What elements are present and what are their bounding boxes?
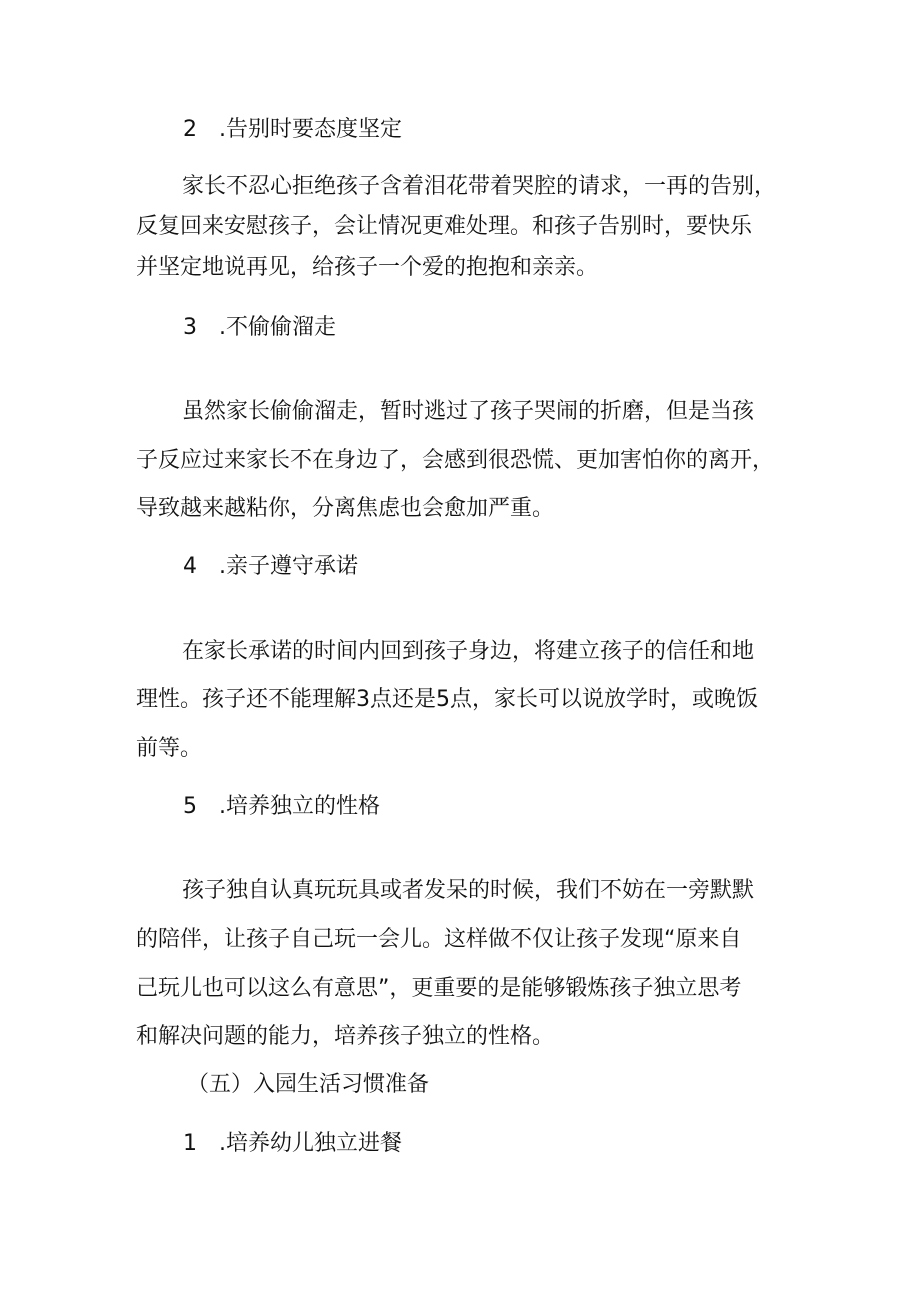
heading-1: 1 .培养幼儿独立进餐 xyxy=(183,1131,402,1156)
heading-2: 2 .告别时要态度坚定 xyxy=(183,117,402,142)
paragraph-line: 反复回来安慰孩子，会让情况更难处理。和孩子告别时，要快乐 xyxy=(136,214,753,239)
heading-4: 4 .亲子遵守承诺 xyxy=(183,554,358,579)
paragraph-line: 子反应过来家长不在身边了，会感到很恐慌、更加害怕你的离开， xyxy=(136,448,775,473)
section-heading-5: （五）入园生活习惯准备 xyxy=(187,1072,430,1097)
paragraph-line: 和解决问题的能力，培养孩子独立的性格。 xyxy=(136,1024,555,1049)
paragraph-line: 孩子独自认真玩玩具或者发呆的时候，我们不妨在一旁默默 xyxy=(182,878,755,903)
paragraph-line: 虽然家长偷偷溜走，暂时逃过了孩子哭闹的折磨，但是当孩 xyxy=(182,399,755,424)
paragraph-line: 前等。 xyxy=(136,736,203,761)
paragraph-line: 理性。孩子还不能理解3点还是5点，家长可以说放学时，或晚饭 xyxy=(136,687,758,712)
paragraph-line: 并坚定地说再见，给孩子一个爱的抱抱和亲亲。 xyxy=(136,255,599,280)
paragraph-line: 导致越来越粘你，分离焦虑也会愈加严重。 xyxy=(136,496,555,521)
heading-3: 3 .不偷偷溜走 xyxy=(183,315,336,340)
paragraph-line: 在家长承诺的时间内回到孩子身边，将建立孩子的信任和地 xyxy=(182,639,755,664)
paragraph-line: 家长不忍心拒绝孩子含着泪花带着哭腔的请求，一再的告别， xyxy=(182,174,777,199)
heading-5: 5 .培养独立的性格 xyxy=(183,794,380,819)
paragraph-line: 的陪伴，让孩子自己玩一会儿。这样做不仅让孩子发现“原来自 xyxy=(136,927,742,952)
paragraph-line: 己玩儿也可以这么有意思”，更重要的是能够锻炼孩子独立思考 xyxy=(136,976,742,1001)
